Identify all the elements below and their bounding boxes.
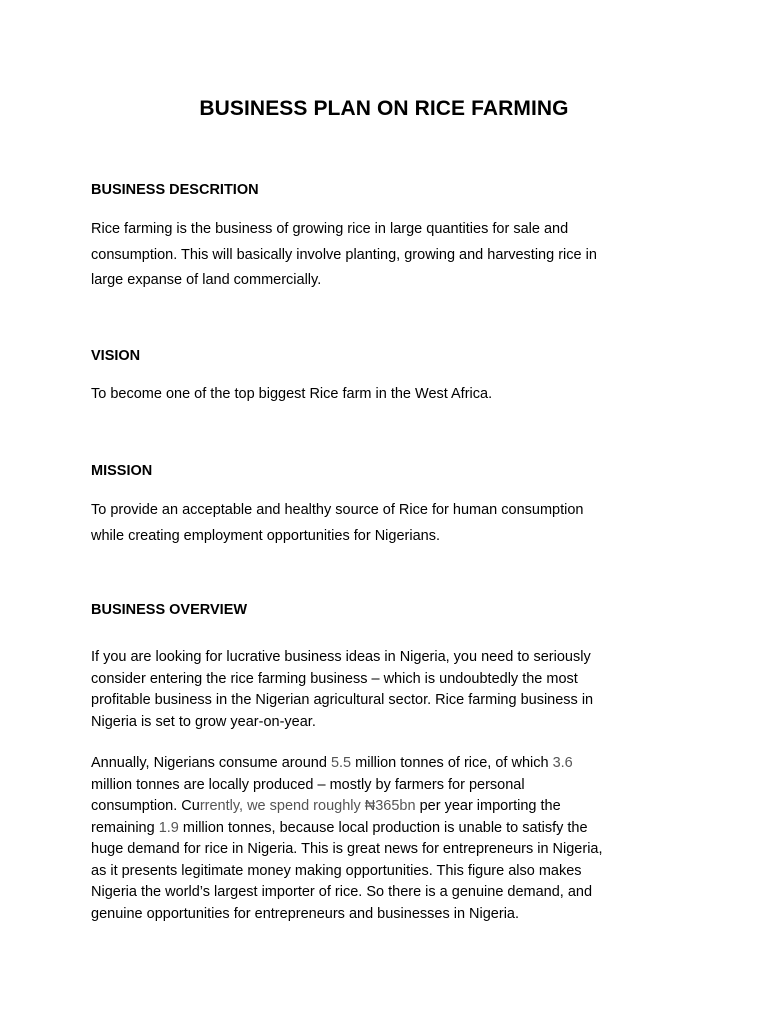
document-title: BUSINESS PLAN ON RICE FARMING <box>199 97 569 120</box>
figure-import-cost: ₦365bn <box>364 798 416 814</box>
section-heading-description: BUSINESS DESCRITION <box>91 182 259 198</box>
mission-paragraph <box>91 498 671 549</box>
text-line: large expanse of land commercially. <box>91 272 322 288</box>
text-run: million tonnes of rice, of which <box>351 755 553 771</box>
text-run: million tonnes, because local production is unable to satisfy the <box>178 819 588 836</box>
text-run: rrently, we spend roughly <box>199 798 365 814</box>
text-line <box>91 753 671 775</box>
text-run: remaining <box>91 819 159 836</box>
text-line <box>91 818 671 840</box>
overview-paragraph-1 <box>91 647 671 733</box>
overview-paragraph-2 <box>91 753 671 925</box>
text-line: genuine opportunities for entrepreneurs and businesses in Nigeria. <box>91 905 520 922</box>
section-heading-vision: VISION <box>91 348 141 364</box>
text-line: If you are looking for lucrative business ideas in Nigeria, you need to seriously <box>91 649 591 665</box>
text-line: while creating employment opportunities for Nigerians. <box>91 527 440 544</box>
figure-remaining-tonnes: 1.9 <box>158 819 179 836</box>
text-line: million tonnes are locally produced – mostly by farmers for personal <box>91 776 525 793</box>
text-run: per year importing the <box>415 798 561 814</box>
text-run: Annually, Nigerians consume around <box>91 755 331 771</box>
text-line: consumption. This will basically involve planting, growing and harvesting rice in <box>91 246 597 263</box>
vision-paragraph <box>91 382 671 408</box>
text-line: profitable business in the Nigerian agricultural sector. Rice farming business in <box>91 692 594 708</box>
description-paragraph <box>91 217 671 294</box>
text-line <box>91 796 671 818</box>
text-line: Nigeria is set to grow year-on-year. <box>91 713 316 730</box>
text-run: consumption. Cu <box>91 798 200 814</box>
text-line: huge demand for rice in Nigeria. This is great news for entrepreneurs in Nigeria, <box>91 841 603 857</box>
text-line: consider entering the rice farming business – which is undoubtedly the most <box>91 670 578 687</box>
figure-consumption: 5.5 <box>330 755 352 771</box>
figure-local-production: 3.6 <box>552 755 573 771</box>
text-line: To become one of the top biggest Rice farm in the West Africa. <box>91 386 493 402</box>
text-line: Nigeria the world’s largest importer of rice. So there is a genuine demand, and <box>91 884 593 900</box>
text-line: To provide an acceptable and healthy source of Rice for human consumption <box>91 502 584 518</box>
section-heading-overview: BUSINESS OVERVIEW <box>91 602 248 618</box>
text-line: as it presents legitimate money making opportunities. This figure also makes <box>91 862 582 879</box>
section-heading-mission: MISSION <box>91 463 153 479</box>
text-line: Rice farming is the business of growing rice in large quantities for sale and <box>91 221 569 237</box>
